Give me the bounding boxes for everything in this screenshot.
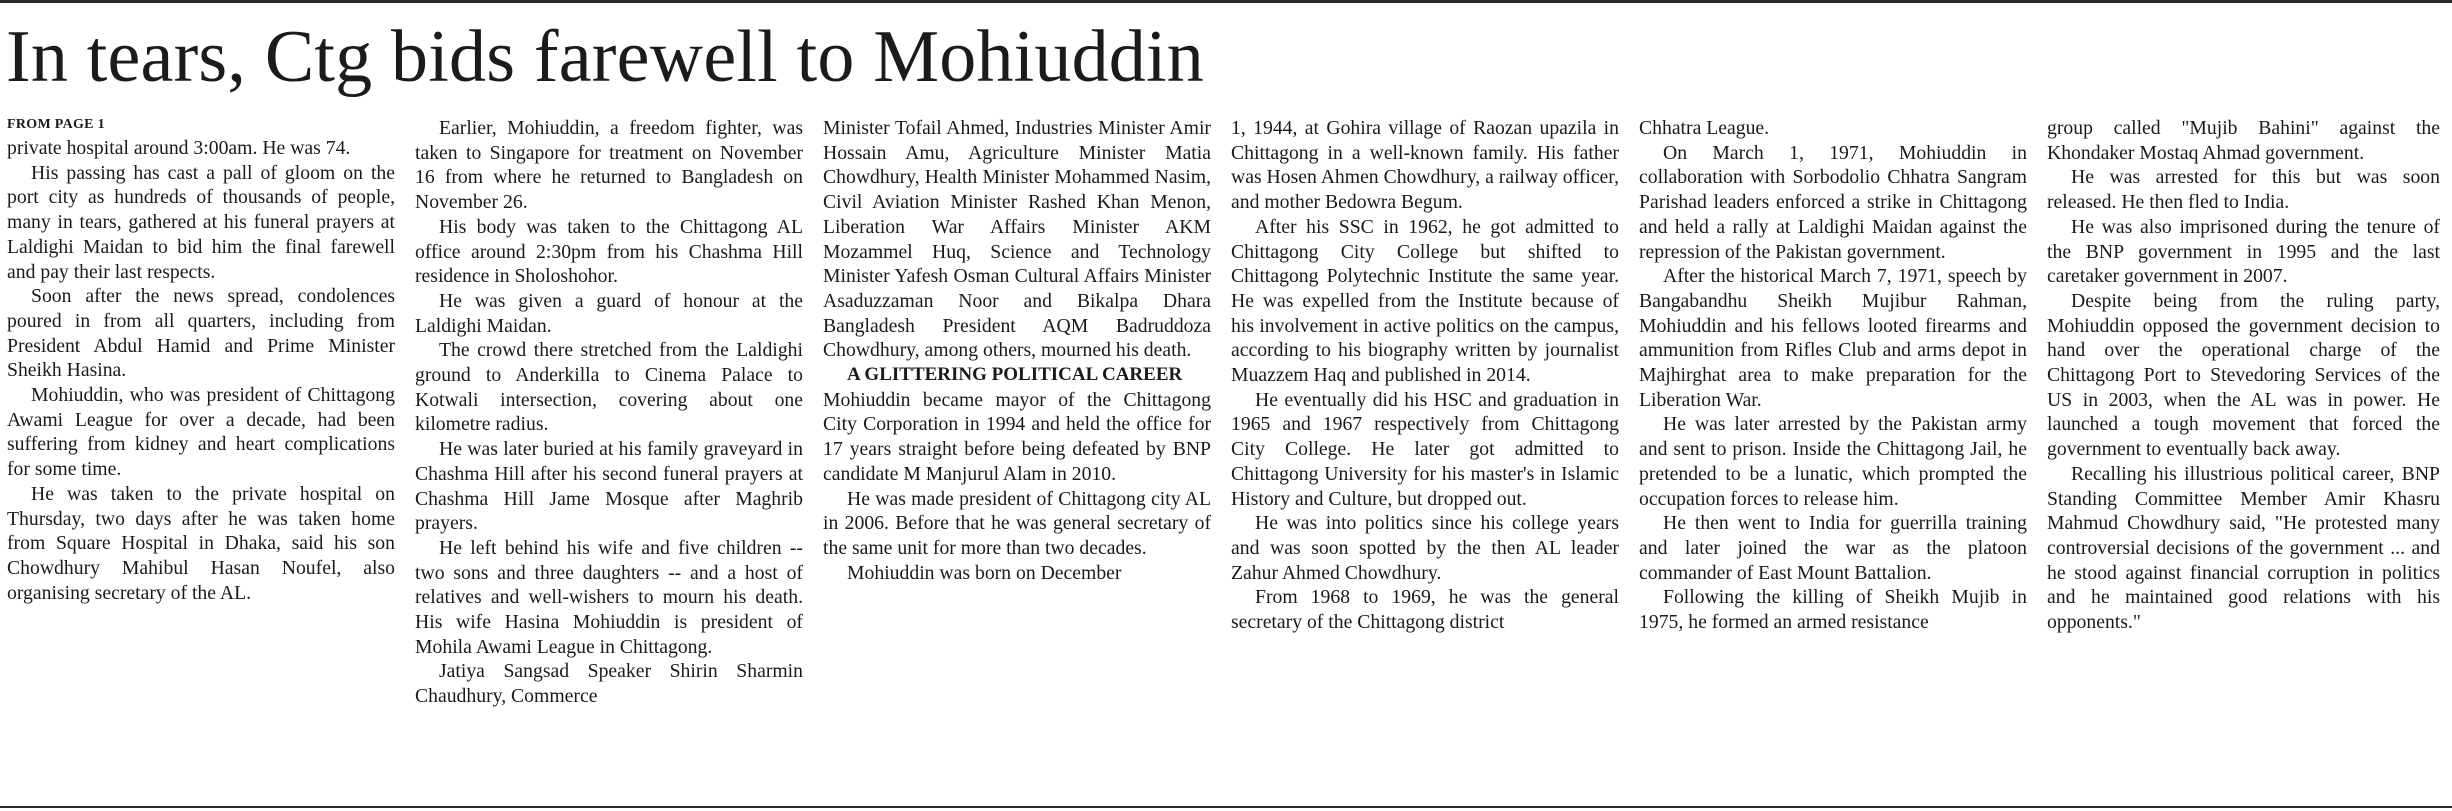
paragraph: He then went to India for guerrilla training and later joined the war as the platoon commander of East Mount Battalion. [1639,512,2027,584]
paragraph: Mohiuddin became mayor of the Chittagong City Corporation in 1994 and held the office for 17 years straight before being defeated by BNP candidate M Manjurul Alam in 2010. [823,388,1211,485]
paragraph: After the historical March 7, 1971, speech by Bangabandhu Sheikh Mujibur Rahman, Mohiuddin and his fellows looted firearms and ammunition from Rifles Club and arms depot in Majhirghat area to make preparation for the Liberation War. [1639,265,2027,411]
paragraph: Mohiuddin was born on December [847,561,1122,584]
paragraph: private hospital around 3:00am. He was 74. [7,137,351,159]
article-column-2 [415,116,803,806]
paragraph: From 1968 to 1969, he was the general secretary of the Chittagong district [1231,586,1619,634]
article-column-4 [1231,116,1619,806]
kicker: FROM PAGE 1 [7,117,105,132]
paragraph: He was taken to the private hospital on Thursday, two days after he was taken home from Square Hospital in Dhaka, said his son Chowdhury Mahibul Hasan Noufel, also organising secretary of the AL. [7,482,395,604]
article-column-6 [2047,116,2440,806]
paragraph: Recalling his illustrious political career, BNP Standing Committee Member Amir Khasru Mahmud Chowdhury said, "He protested many controversial decisions of the government ... and he stood against financial corruption in politics and he maintained good relations with his opponents." [2047,462,2440,634]
paragraph: Soon after the news spread, condolences poured in from all quarters, including from President Abdul Hamid and Prime Minister Sheikh Hasina. [7,285,395,382]
bottom-rule [0,806,2452,808]
paragraph: He was into politics since his college years and was soon spotted by the then AL leader Zahur Ahmed Chowdhury. [1231,512,1619,584]
article-column-5 [1639,116,2027,806]
top-rule [0,0,2452,3]
paragraph: He left behind his wife and five children -- two sons and three daughters -- and a host of relatives and well-wishers to mourn his death. His wife Hasina Mohiuddin is president of Mohila Awami League in Chittagong. [415,536,803,658]
paragraph: He eventually did his HSC and graduation in 1965 and 1967 respectively from Chittagong City College. He later got admitted to Chittagong University for his master's in Islamic History and Culture, but dropped out. [1231,388,1619,510]
paragraph: He was later buried at his family graveyard in Chashma Hill after his second funeral prayers at Chashma Hill Jame Mosque after Maghrib prayers. [415,438,803,535]
paragraph: Following the killing of Sheikh Mujib in 1975, he formed an armed resistance [1639,586,2027,634]
paragraph: Despite being from the ruling party, Mohiuddin opposed the government decision to hand over the operational charge of the Chittagong Port to Stevedoring Services of the US in 2003, when the AL was in power. He launched a tough movement that forced the government to eventually back away. [2047,289,2440,461]
paragraph: He was also imprisoned during the tenure of the BNP government in 1995 and the last caretaker government in 2007. [2047,215,2440,288]
paragraph: group called "Mujib Bahini" against the Khondaker Mostaq Ahmad government. [2047,117,2440,164]
section-subhead: A GLITTERING POLITICAL CAREER [847,364,1183,386]
paragraph: Jatiya Sangsad Speaker Shirin Sharmin Chaudhury, Commerce [415,660,803,708]
paragraph: His body was taken to the Chittagong AL office around 2:30pm from his Chashma Hill residence in Sholoshohor. [415,215,803,288]
article-column-1 [7,116,395,806]
paragraph: The crowd there stretched from the Laldighi ground to Anderkilla to Cinema Palace to Kotwali intersection, covering about one kilometre radius. [415,339,803,436]
paragraph: Minister Tofail Ahmed, Industries Minister Amir Hossain Amu, Agriculture Minister Matia Chowdhury, Health Minister Mohammed Nasim, Civil Aviation Minister Rashed Khan Menon, Liberation War Affairs Minister AKM Mozammel Huq, Science and Technology Minister Yafesh Osman Cultural Affairs Minister Asaduzzaman Noor and Bikalpa Dhara Bangladesh President AQM Badruddoza Chowdhury, among others, mourned his death. [823,117,1211,362]
article-column-3 [823,116,1211,806]
paragraph: He was later arrested by the Pakistan army and sent to prison. Inside the Chittagong Jail, he pretended to be a lunatic, which prompted the occupation forces to release him. [1639,413,2027,510]
paragraph: His passing has cast a pall of gloom on the port city as hundreds of thousands of people, many in tears, gathered at his funeral prayers at Laldighi Maidan to bid him the final farewell and pay their last respects. [7,161,395,283]
paragraph: He was arrested for this but was soon released. He then fled to India. [2047,166,2440,214]
paragraph: On March 1, 1971, Mohiuddin in collaboration with Sorbodolio Chhatra Sangram Parishad leaders enforced a strike in Chittagong and held a rally at Laldighi Maidan against the repression of the Pakistan government. [1639,141,2027,263]
paragraph: He was made president of Chittagong city AL in 2006. Before that he was general secretary of the same unit for more than two decades. [823,487,1211,559]
paragraph: After his SSC in 1962, he got admitted to Chittagong City College but shifted to Chittagong Polytechnic Institute the same year. He was expelled from the Institute because of his involvement in active politics on the campus, according to his biography written by journalist Muazzem Haq and published in 2014. [1231,215,1619,387]
paragraph: Mohiuddin, who was president of Chittagong Awami League for over a decade, had been suffering from kidney and heart complications for some time. [7,384,395,481]
headline: In tears, Ctg bids farewell to Mohiuddin [6,16,1204,98]
paragraph: Earlier, Mohiuddin, a freedom fighter, was taken to Singapore for treatment on November 16 from where he returned to Bangladesh on November 26. [415,117,803,214]
paragraph: 1, 1944, at Gohira village of Raozan upazila in Chittagong in a well-known family. His father was Hosen Ahmen Chowdhury, a railway officer, and mother Bedowra Begum. [1231,117,1619,214]
paragraph: Chhatra League. [1639,117,1770,139]
paragraph: He was given a guard of honour at the Laldighi Maidan. [415,289,803,337]
